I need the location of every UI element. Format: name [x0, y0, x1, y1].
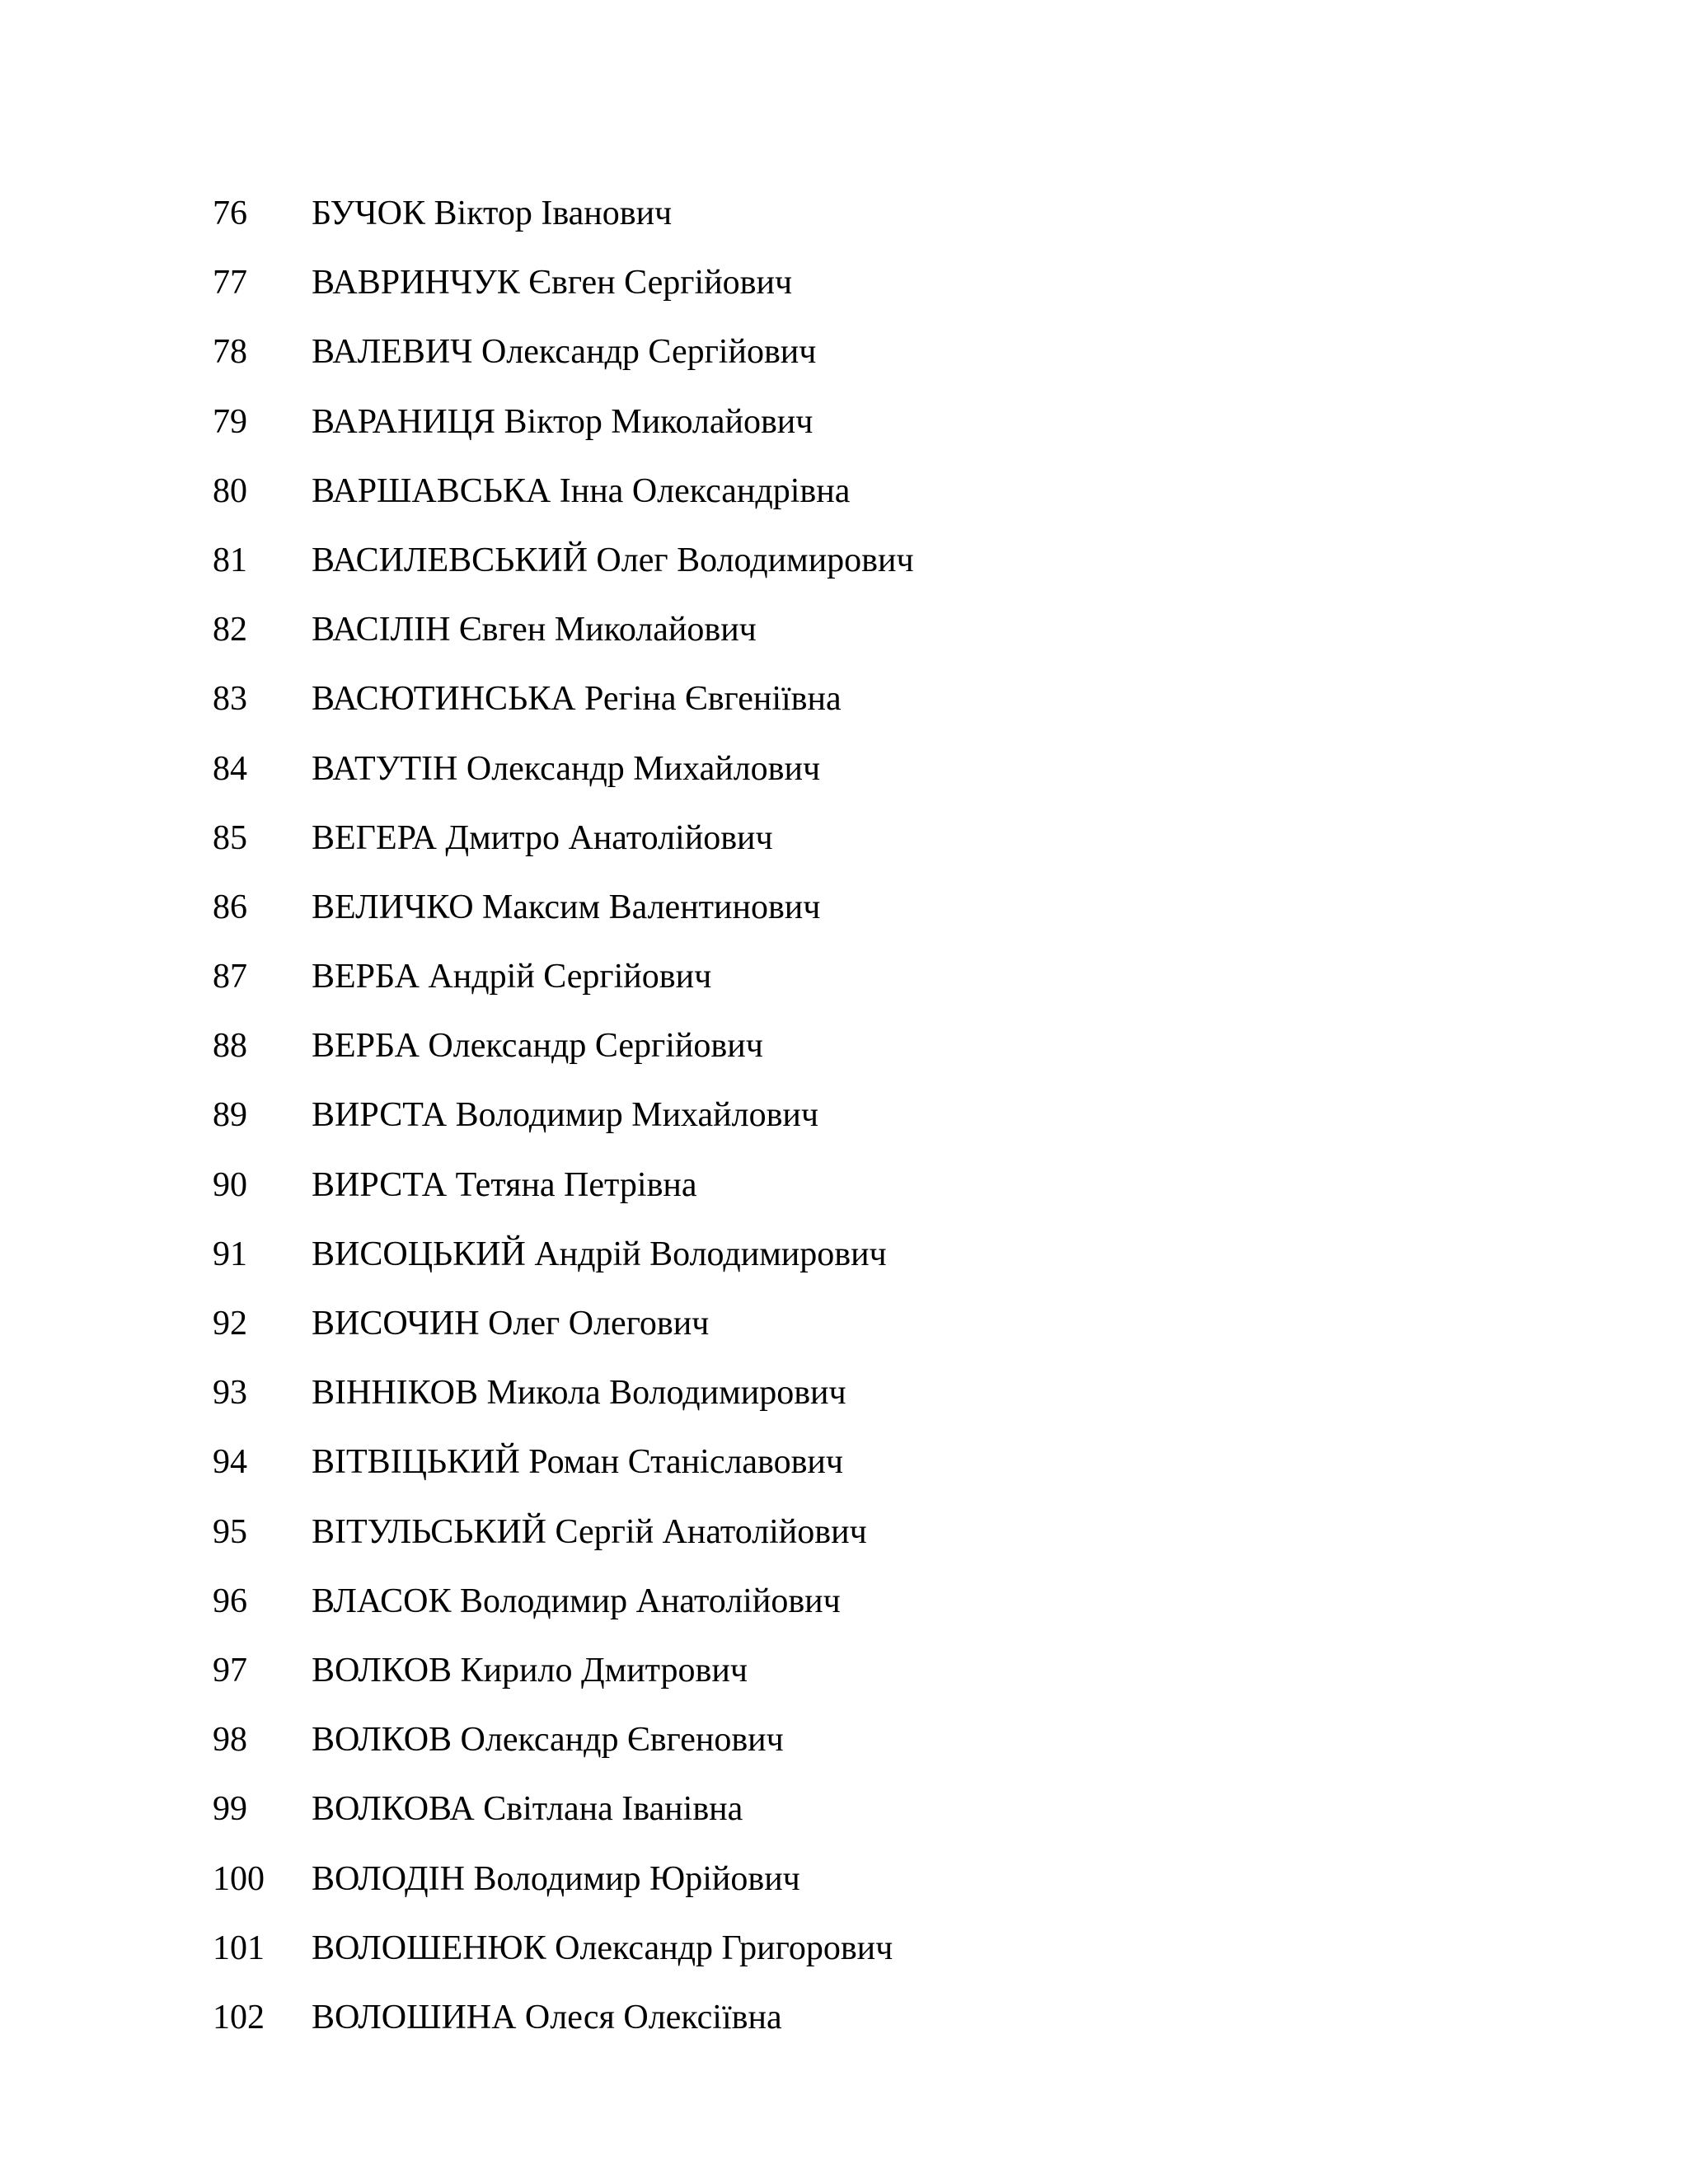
entry-number: 78	[213, 333, 247, 372]
list-item	[213, 1651, 914, 1720]
list-item	[213, 1373, 914, 1442]
entry-number: 93	[213, 1374, 247, 1413]
entry-name: ВЛАСОК Володимир Анатолійович	[312, 1582, 841, 1620]
list-item	[213, 610, 914, 679]
entry-number: 82	[213, 611, 247, 649]
entry-name: ВАСІЛІН Євген Миколайович	[312, 611, 757, 649]
list-item	[213, 1095, 914, 1165]
list-item	[213, 471, 914, 541]
list-item	[213, 1165, 914, 1235]
list-item	[213, 1512, 914, 1582]
entry-number: 97	[213, 1651, 247, 1690]
entry-name: ВАРАНИЦЯ Віктор Миколайович	[312, 402, 814, 441]
entry-number: 89	[213, 1096, 247, 1135]
list-item	[213, 679, 914, 748]
entry-name: ВАСЮТИНСЬКА Регіна Євгеніївна	[312, 680, 842, 719]
entry-number: 90	[213, 1165, 247, 1204]
entry-name: ВОЛКОВА Світлана Іванівна	[312, 1790, 743, 1829]
entry-number: 79	[213, 402, 247, 441]
entry-name: ВОЛОШИНА Олеся Олексіївна	[312, 1998, 782, 2036]
list-item	[213, 1929, 914, 1998]
entry-number: 100	[213, 1859, 265, 1898]
list-item	[213, 1304, 914, 1373]
entry-number: 88	[213, 1027, 247, 1066]
entry-number: 76	[213, 194, 247, 232]
entry-name: ВОЛОДІН Володимир Юрійович	[312, 1859, 800, 1898]
entry-name: ВІТВІЦЬКИЙ Роман Станіславович	[312, 1443, 844, 1482]
entry-name: ВАСИЛЕВСЬКИЙ Олег Володимирович	[312, 541, 914, 579]
entry-number: 92	[213, 1305, 247, 1343]
list-item	[213, 332, 914, 401]
entry-name: ВАТУТІН Олександр Михайлович	[312, 749, 821, 788]
entry-number: 91	[213, 1235, 247, 1273]
list-item	[213, 263, 914, 332]
list-item	[213, 541, 914, 610]
entry-number: 80	[213, 471, 247, 510]
list-item	[213, 194, 914, 263]
entry-number: 87	[213, 958, 247, 996]
entry-name: ВИРСТА Володимир Михайлович	[312, 1096, 819, 1135]
list-item	[213, 1582, 914, 1651]
list-item	[213, 957, 914, 1026]
entry-number: 86	[213, 888, 247, 926]
list-item	[213, 1859, 914, 1929]
list-item	[213, 888, 914, 957]
entry-number: 77	[213, 264, 247, 302]
entry-name: ВОЛКОВ Олександр Євгенович	[312, 1721, 784, 1760]
list-item	[213, 1026, 914, 1095]
entry-number: 99	[213, 1790, 247, 1829]
entry-number: 101	[213, 1929, 265, 1967]
list-item	[213, 1235, 914, 1304]
list-item	[213, 1789, 914, 1858]
entry-name: ВИРСТА Тетяна Петрівна	[312, 1165, 697, 1204]
entry-number: 83	[213, 680, 247, 719]
entry-name: ВЕРБА Олександр Сергійович	[312, 1027, 763, 1066]
list-item	[213, 818, 914, 888]
list-item	[213, 1998, 914, 2067]
entry-number: 98	[213, 1721, 247, 1760]
entry-number: 102	[213, 1998, 265, 2036]
entry-name: ВАРШАВСЬКА Інна Олександрівна	[312, 471, 851, 510]
entry-name: ВЕЛИЧКО Максим Валентинович	[312, 888, 821, 926]
entry-number: 96	[213, 1582, 247, 1620]
entry-name: ВОЛОШЕНЮК Олександр Григорович	[312, 1929, 893, 1967]
entry-number: 85	[213, 818, 247, 857]
list-item	[213, 1720, 914, 1789]
entry-number: 95	[213, 1512, 247, 1551]
entry-number: 94	[213, 1443, 247, 1482]
entry-name: ВАВРИНЧУК Євген Сергійович	[312, 264, 793, 302]
entry-name: БУЧОК Віктор Іванович	[312, 194, 673, 232]
entry-number: 84	[213, 749, 247, 788]
entry-name: ВЕГЕРА Дмитро Анатолійович	[312, 818, 773, 857]
list-item	[213, 402, 914, 471]
list-item	[213, 1442, 914, 1511]
entry-name: ВИСОЦЬКИЙ Андрій Володимирович	[312, 1235, 887, 1273]
entry-name: ВІННІКОВ Микола Володимирович	[312, 1374, 846, 1413]
entry-name: ВОЛКОВ Кирило Дмитрович	[312, 1651, 748, 1690]
list-item	[213, 749, 914, 818]
entry-name: ВІТУЛЬСЬКИЙ Сергій Анатолійович	[312, 1512, 867, 1551]
entry-name: ВЕРБА Андрій Сергійович	[312, 958, 712, 996]
entry-name: ВАЛЕВИЧ Олександр Сергійович	[312, 333, 817, 372]
entry-name: ВИСОЧИН Олег Олегович	[312, 1305, 710, 1343]
entry-number: 81	[213, 541, 247, 579]
name-list	[213, 194, 914, 2067]
